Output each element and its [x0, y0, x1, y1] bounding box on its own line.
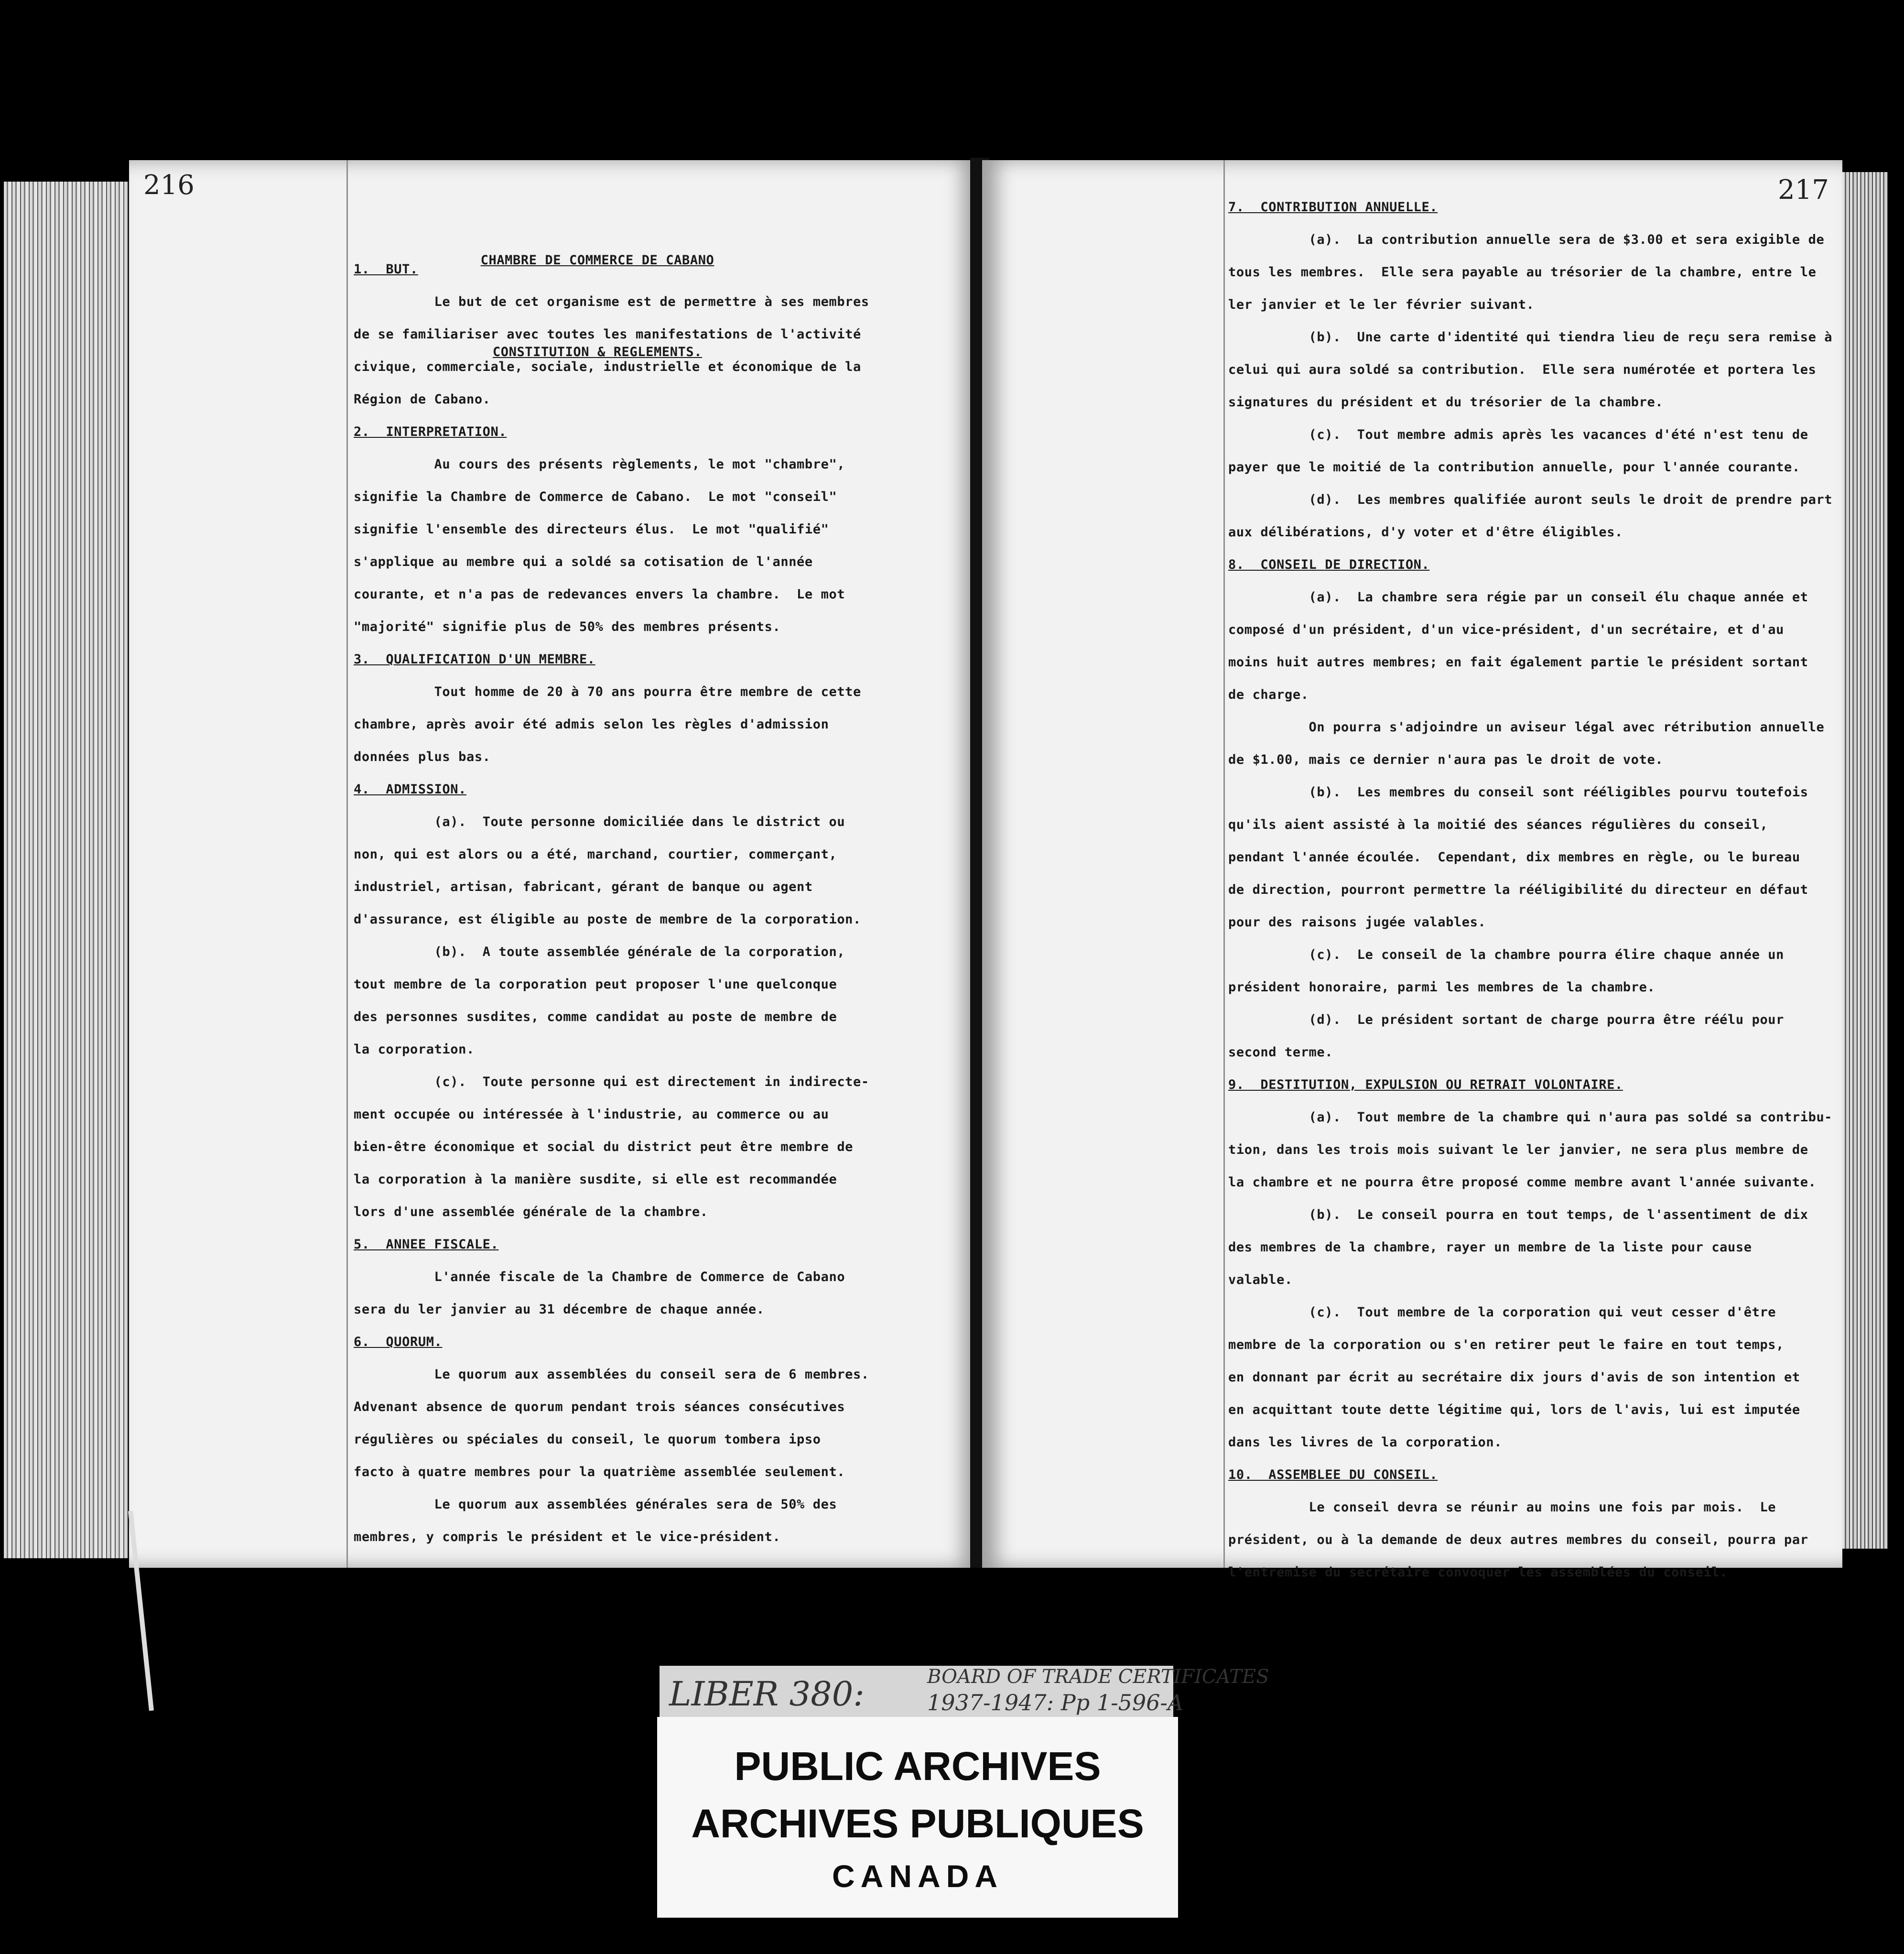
section-heading: 1. BUT.: [354, 262, 418, 277]
right-page: [982, 160, 1842, 1580]
text-line: de direction, pourront permettre la rééligibilité du directeur en défaut: [1228, 882, 1808, 897]
text-line: des personnes susdites, comme candidat au poste de membre de: [354, 1010, 837, 1024]
section-heading: 4. ADMISSION.: [354, 782, 466, 797]
text-line: (c). Le conseil de la chambre pourra élire chaque année un: [1228, 947, 1785, 962]
page-edges-right: [1842, 172, 1888, 1549]
text-line: Région de Cabano.: [354, 392, 491, 407]
section-heading: 9. DESTITUTION, EXPULSION OU RETRAIT VOLONTAIRE.: [1228, 1077, 1623, 1092]
text-line: tout membre de la corporation peut proposer l'une quelconque: [354, 977, 837, 992]
text-line: pour des raisons jugée valables.: [1228, 915, 1486, 930]
text-line: facto à quatre membres pour la quatrième assemblée seulement.: [354, 1465, 845, 1479]
text-line: d'assurance, est éligible au poste de membre de la corporation.: [354, 912, 861, 927]
left-margin-rule: [346, 160, 348, 1568]
text-line: membres, y compris le président et le vice-président.: [354, 1530, 781, 1544]
right-page-body: [1228, 191, 1832, 1589]
stamp-line-3: CANADA: [832, 1858, 1003, 1894]
text-line: Advenant absence de quorum pendant trois séances consécutives: [354, 1400, 845, 1414]
text-line: signatures du président et du trésorier de la chambre.: [1228, 395, 1664, 410]
text-line: tous les membres. Elle sera payable au trésorier de la chambre, entre le: [1228, 265, 1817, 280]
text-line: industriel, artisan, fabricant, gérant de banque ou agent: [354, 879, 813, 894]
right-margin-rule: [1223, 160, 1225, 1568]
section-heading: 8. CONSEIL DE DIRECTION.: [1228, 557, 1430, 572]
text-line: On pourra s'adjoindre un aviseur légal avec rétribution annuelle: [1228, 720, 1825, 735]
text-line: (d). Le président sortant de charge pourra être réélu pour: [1228, 1012, 1785, 1027]
text-line: second terme.: [1228, 1045, 1333, 1060]
text-line: moins huit autres membres; en fait également partie le président sortant: [1228, 655, 1808, 670]
text-line: (b). Le conseil pourra en tout temps, de l'assentiment de dix: [1228, 1207, 1808, 1222]
text-line: civique, commerciale, sociale, industrielle et économique de la: [354, 359, 861, 374]
label-liber: LIBER 380:: [669, 1674, 865, 1714]
text-line: Le conseil devra se réunir au moins une fois par mois. Le: [1228, 1500, 1776, 1515]
section-heading: 10. ASSEMBLEE DU CONSEIL.: [1228, 1467, 1438, 1482]
label-line-2: 1937-1947: Pp 1-596-A: [927, 1690, 1184, 1715]
text-line: Le quorum aux assemblées du conseil sera de 6 membres.: [354, 1367, 869, 1382]
text-line: de charge.: [1228, 687, 1309, 702]
text-line: des membres de la chambre, rayer un membre de la liste pour cause: [1228, 1240, 1752, 1255]
text-line: en donnant par écrit au secrétaire dix jours d'avis de son intention et: [1228, 1370, 1800, 1385]
text-line: (c). Tout membre admis après les vacances d'été n'est tenu de: [1228, 427, 1808, 442]
text-line: ler janvier et le ler février suivant.: [1228, 297, 1535, 312]
text-line: sera du ler janvier au 31 décembre de chaque année.: [354, 1302, 765, 1317]
text-line: (b). Une carte d'identité qui tiendra lieu de reçu sera remise à: [1228, 330, 1833, 345]
text-line: courante, et n'a pas de redevances envers la chambre. Le mot: [354, 587, 845, 602]
text-line: signifie la Chambre de Commerce de Cabano. Le mot "conseil": [354, 489, 837, 504]
text-line: payer que le moitié de la contribution annuelle, pour l'année courante.: [1228, 460, 1800, 475]
page-edges-left: [4, 182, 128, 1558]
text-line: en acquittant toute dette légitime qui, lors de l'avis, lui est imputée: [1228, 1402, 1800, 1417]
left-page: [129, 160, 977, 1568]
text-line: ment occupée ou intéressée à l'industrie, au commerce ou au: [354, 1107, 829, 1122]
text-line: qu'ils aient assisté à la moitié des séances régulières du conseil,: [1228, 817, 1768, 832]
handwritten-label: [660, 1666, 1269, 1718]
stamp-line-1: PUBLIC ARCHIVES: [734, 1744, 1101, 1789]
text-line: président honoraire, parmi les membres de la chambre.: [1228, 980, 1655, 995]
text-line: la corporation à la manière susdite, si elle est recommandée: [354, 1172, 837, 1187]
text-line: "majorité" signifie plus de 50% des membres présents.: [354, 619, 781, 634]
text-line: (a). La contribution annuelle sera de $3.00 et sera exigible de: [1228, 232, 1825, 247]
text-line: dans les livres de la corporation.: [1228, 1435, 1503, 1450]
text-line: (a). Toute personne domiciliée dans le district ou: [354, 814, 845, 829]
text-line: signifie l'ensemble des directeurs élus. Le mot "qualifié": [354, 522, 829, 537]
text-line: celui qui aura soldé sa contribution. Elle sera numérotée et portera les: [1228, 362, 1817, 377]
text-line: la corporation.: [354, 1042, 475, 1057]
text-line: données plus bas.: [354, 749, 491, 764]
section-heading: 3. QUALIFICATION D'UN MEMBRE.: [354, 652, 595, 667]
text-line: aux délibérations, d'y voter et d'être éligibles.: [1228, 525, 1623, 540]
stamp-line-2: ARCHIVES PUBLIQUES: [691, 1801, 1144, 1846]
text-line: valable.: [1228, 1272, 1293, 1287]
section-heading: 6. QUORUM.: [354, 1335, 443, 1349]
text-line: Au cours des présents règlements, le mot "chambre",: [354, 457, 845, 472]
text-line: lors d'une assemblée générale de la chambre.: [354, 1205, 708, 1219]
text-line: membre de la corporation ou s'en retirer peut le faire en tout temps,: [1228, 1337, 1785, 1352]
text-line: (d). Les membres qualifiée auront seuls le droit de prendre part: [1228, 492, 1833, 507]
text-line: bien-être économique et social du district peut être membre de: [354, 1140, 854, 1154]
text-line: Tout homme de 20 à 70 ans pourra être membre de cette: [354, 684, 861, 699]
text-line: Le but de cet organisme est de permettre à ses membres: [354, 294, 869, 309]
text-line: non, qui est alors ou a été, marchand, courtier, commerçant,: [354, 847, 837, 862]
text-line: de $1.00, mais ce dernier n'aura pas le droit de vote.: [1228, 752, 1664, 767]
section-heading: 2. INTERPRETATION.: [354, 424, 507, 439]
text-line: L'année fiscale de la Chambre de Commerce de Cabano: [354, 1270, 845, 1284]
document-subtitle: CONSTITUTION & REGLEMENTS.: [492, 345, 703, 359]
text-line: chambre, après avoir été admis selon les règles d'admission: [354, 717, 829, 732]
text-line: tion, dans les trois mois suivant le ler janvier, ne sera plus membre de: [1228, 1142, 1808, 1157]
text-line: s'applique au membre qui a soldé sa cotisation de l'année: [354, 554, 813, 569]
text-line: (a). La chambre sera régie par un conseil élu chaque année et: [1228, 590, 1808, 605]
text-line: régulières ou spéciales du conseil, le quorum tombera ipso: [354, 1432, 821, 1447]
text-line: (b). A toute assemblée générale de la corporation,: [354, 944, 845, 959]
text-line: (c). Tout membre de la corporation qui veut cesser d'être: [1228, 1305, 1776, 1320]
label-line-1: BOARD OF TRADE CERTIFICATES: [927, 1666, 1269, 1688]
text-line: Le quorum aux assemblées générales sera de 50% des: [354, 1497, 837, 1512]
text-line: composé d'un président, d'un vice-président, d'un secrétaire, et d'au: [1228, 622, 1785, 637]
right-page-number: 217: [1778, 174, 1829, 206]
section-heading: 7. CONTRIBUTION ANNUELLE.: [1228, 200, 1438, 215]
text-line: président, ou à la demande de deux autres membres du conseil, pourra par: [1228, 1532, 1808, 1547]
text-line: (a). Tout membre de la chambre qui n'aura pas soldé sa contribu-: [1228, 1110, 1833, 1125]
left-page-number: 216: [143, 170, 195, 201]
archive-stamp: [657, 1717, 1178, 1918]
left-page-body: [354, 253, 869, 1553]
text-line: de se familiariser avec toutes les manifestations de l'activité: [354, 327, 861, 342]
text-line: l'entremise du secrétaire convoquer les assemblées du conseil.: [1228, 1565, 1728, 1580]
text-line: (c). Toute personne qui est directement in indirecte-: [354, 1075, 869, 1089]
text-line: (b). Les membres du conseil sont rééligibles pourvu toutefois: [1228, 785, 1808, 800]
section-heading: 5. ANNEE FISCALE.: [354, 1237, 499, 1252]
document-title: CHAMBRE DE COMMERCE DE CABANO: [480, 253, 714, 268]
text-line: pendant l'année écoulée. Cependant, dix membres en règle, ou le bureau: [1228, 850, 1800, 865]
text-line: la chambre et ne pourra être proposé comme membre avant l'année suivante.: [1228, 1175, 1817, 1190]
